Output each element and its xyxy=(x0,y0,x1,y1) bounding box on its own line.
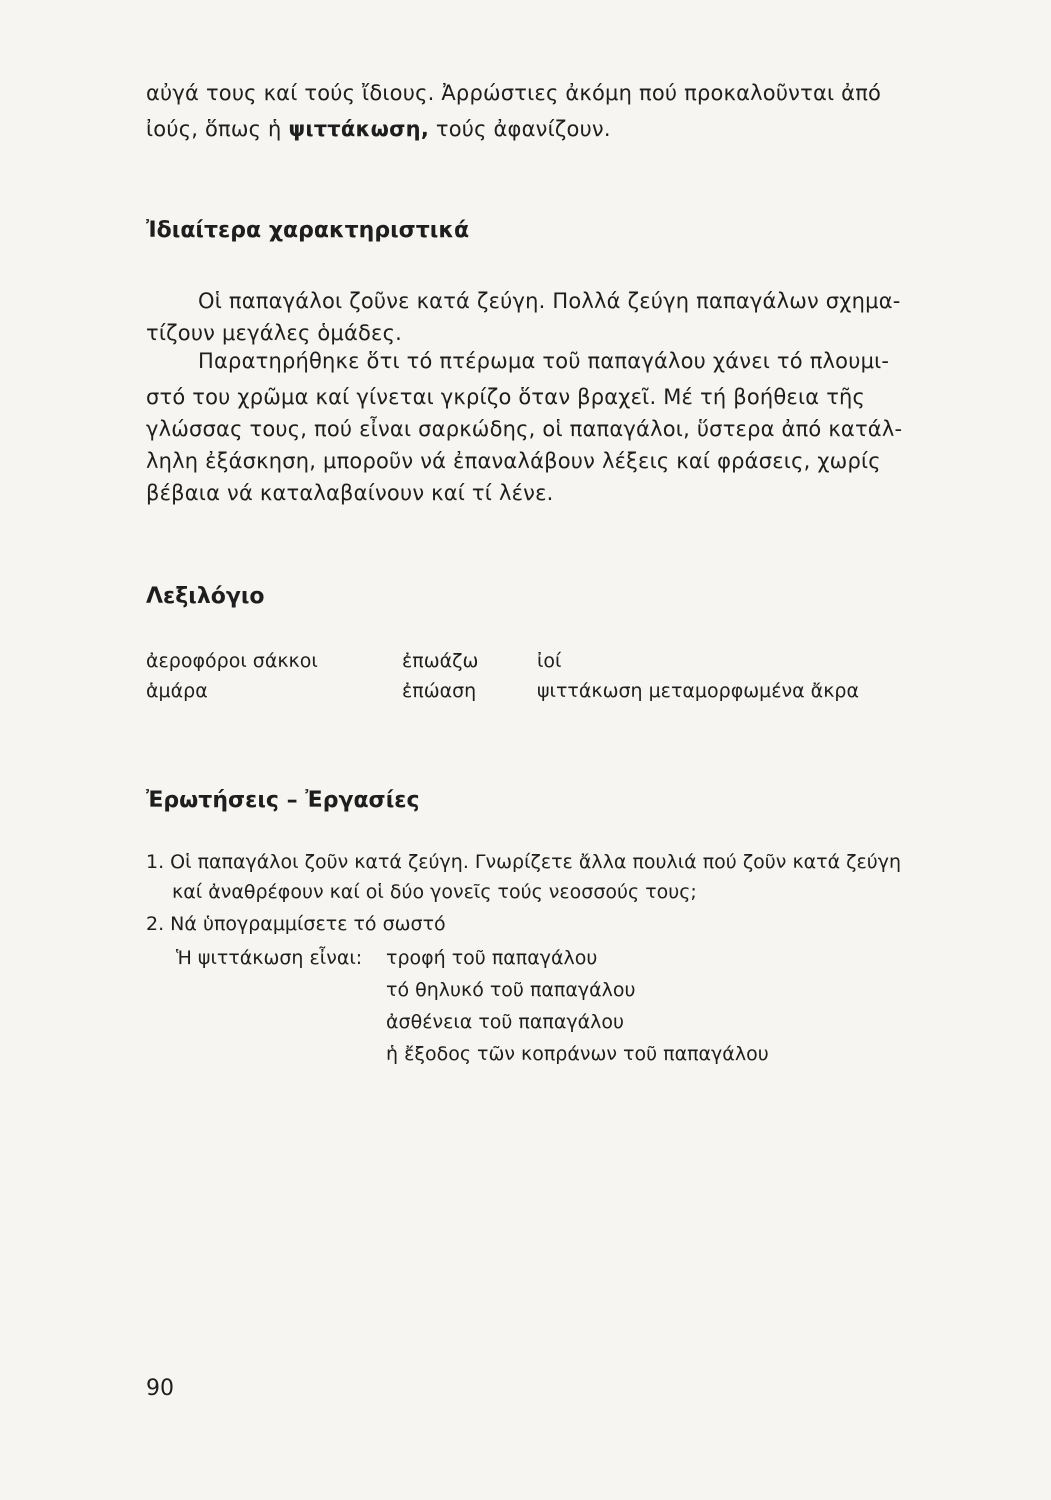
vocab-term-viruses: ἰοί xyxy=(537,650,562,672)
intro-line-2-pre: ἰούς, ὅπως ἡ xyxy=(146,117,289,141)
features-line-5: γλώσσας τους, πού εἶναι σαρκώδης, οἱ παπαγάλοι, ὕστερα ἀπό κατάλ- xyxy=(146,417,903,441)
vocab-term-air-sacs: ἀεροφόροι σάκκοι xyxy=(146,650,318,672)
page-number: 90 xyxy=(146,1376,174,1401)
intro-keyword-psittacosis: ψιττάκωση, xyxy=(288,117,429,141)
vocab-term-incubation: ἐπώαση xyxy=(402,680,477,702)
features-line-3: Παρατηρήθηκε ὅτι τό πτέρωμα τοῦ παπαγάλου χάνει τό πλουμι- xyxy=(198,349,890,373)
question-2: 2. Νά ὑπογραμμίσετε τό σωστό xyxy=(146,913,446,935)
question-1-line-1: 1. Οἱ παπαγάλοι ζοῦν κατά ζεύγη. Γνωρίζετε ἄλλα πουλιά πού ζοῦν κατά ζεύγη xyxy=(146,851,902,873)
features-line-4: στό του χρῶμα καί γίνεται γκρίζο ὅταν βραχεῖ. Μέ τή βοήθεια τῆς xyxy=(146,385,866,409)
exercises-heading: Ἐρωτήσεις – Ἐργασίες xyxy=(146,788,420,813)
answer-option-1: τροφή τοῦ παπαγάλου xyxy=(386,947,598,969)
features-line-6: ληλη ἐξάσκηση, μποροῦν νά ἐπαναλάβουν λέξεις καί φράσεις, χωρίς xyxy=(146,449,881,473)
vocab-term-psittacosis: ψιττάκωση μεταμορφωμένα ἄκρα xyxy=(537,680,859,702)
features-line-2: τίζουν μεγάλες ὁμάδες. xyxy=(146,321,402,345)
question-1-line-2: καί ἀναθρέφουν καί οἱ δύο γονεῖς τούς νεοσσούς τους; xyxy=(172,881,697,903)
intro-line-1: αὐγά τους καί τούς ἴδιους. Ἀρρώστιες ἀκόμη πού προκαλοῦνται ἀπό xyxy=(146,81,882,105)
features-line-7: βέβαια νά καταλαβαίνουν καί τί λένε. xyxy=(146,481,554,505)
vocab-term-incubate: ἐπωάζω xyxy=(402,650,479,672)
answer-option-2: τό θηλυκό τοῦ παπαγάλου xyxy=(386,979,636,1001)
features-line-1: Οἱ παπαγάλοι ζοῦνε κατά ζεύγη. Πολλά ζεύγη παπαγάλων σχημα- xyxy=(198,289,901,313)
features-heading: Ἰδιαίτερα χαρακτηριστικά xyxy=(146,218,470,243)
vocab-term-amara: ἁμάρα xyxy=(146,680,208,702)
answer-option-4: ἡ ἔξοδος τῶν κοπράνων τοῦ παπαγάλου xyxy=(386,1043,769,1065)
question-2-stem: Ἡ ψιττάκωση εἶναι: xyxy=(176,947,363,969)
intro-line-2-post: τούς ἀφανίζουν. xyxy=(429,117,611,141)
answer-option-3: ἀσθένεια τοῦ παπαγάλου xyxy=(386,1011,624,1033)
intro-line-2 xyxy=(146,114,611,144)
vocabulary-heading: Λεξιλόγιο xyxy=(146,584,265,609)
